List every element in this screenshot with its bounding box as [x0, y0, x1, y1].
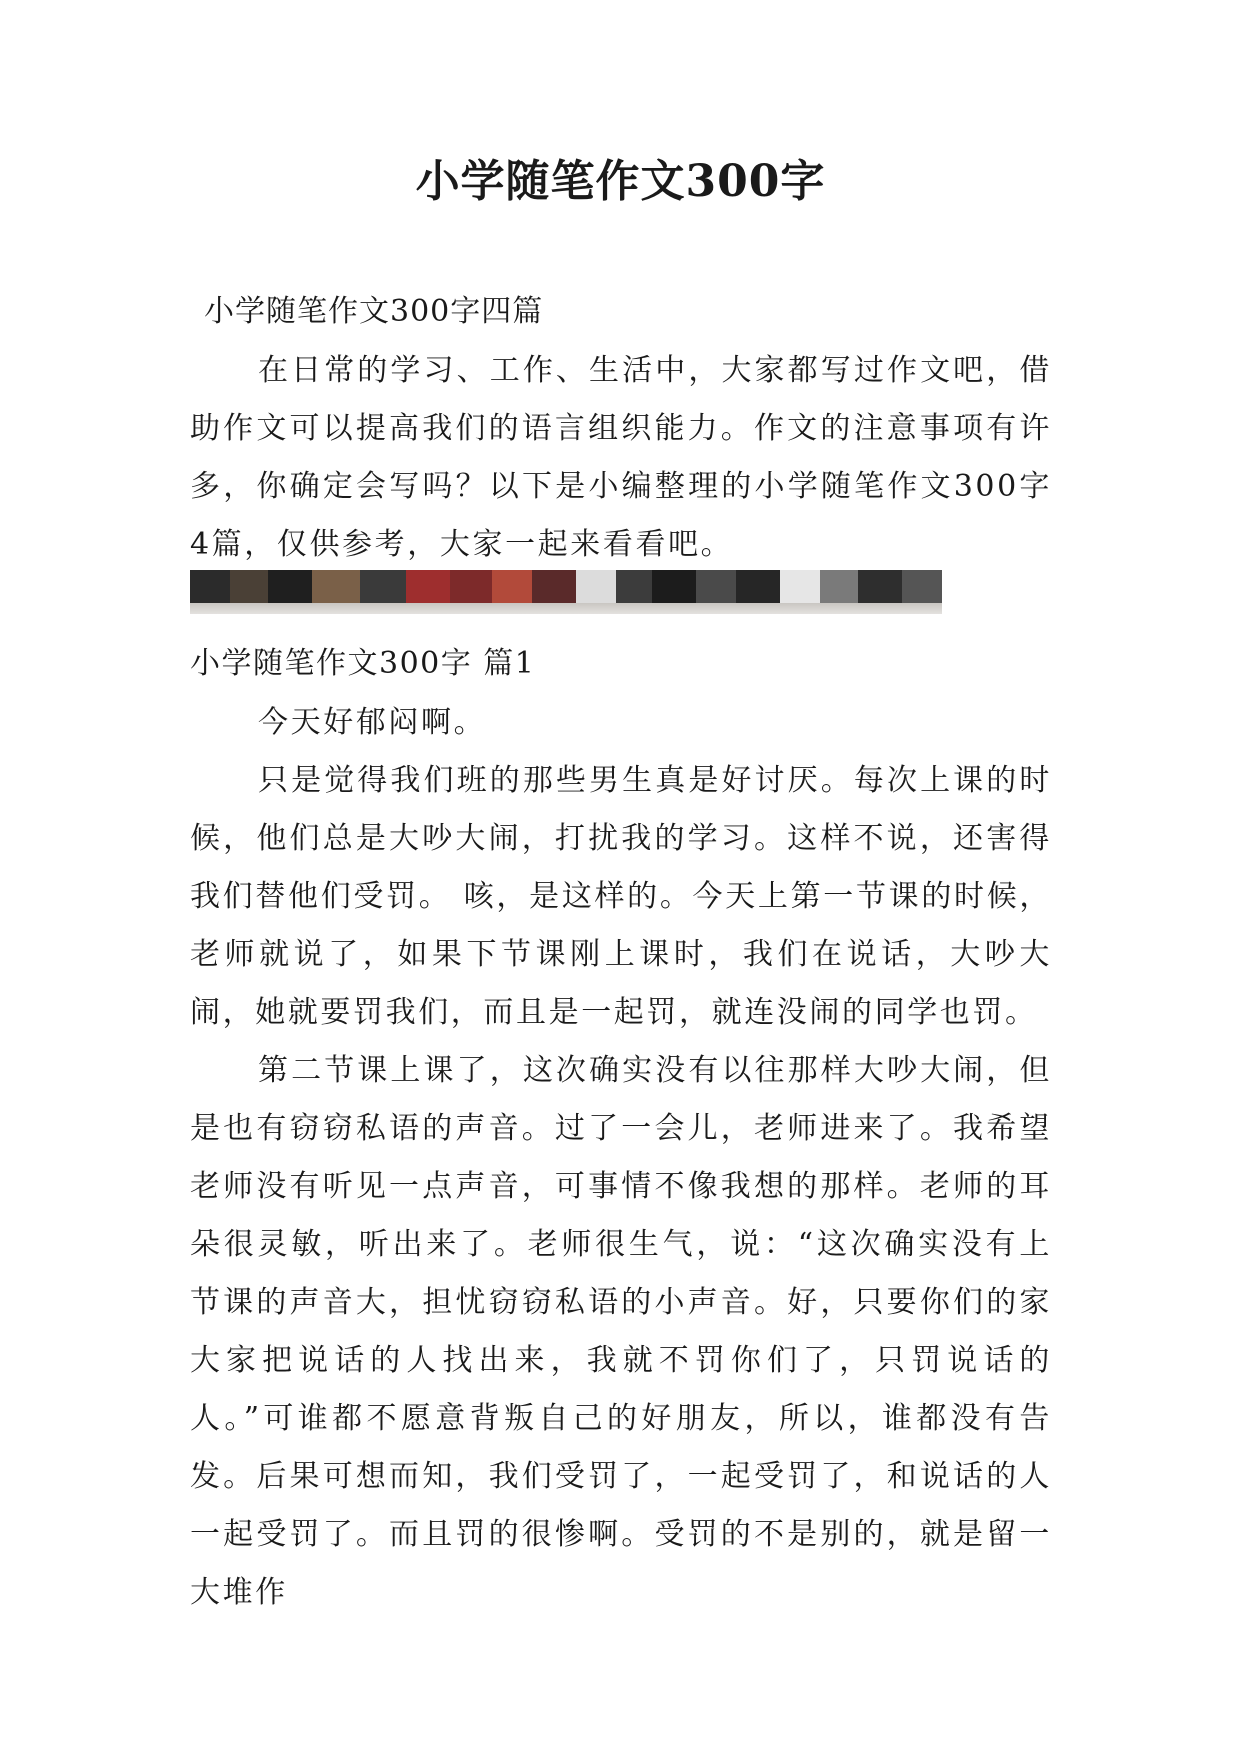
bookshelf-banner-image — [190, 570, 942, 614]
body-paragraph: 今天好郁闷啊。 — [258, 705, 487, 740]
intro-paragraph: 在日常的学习、工作、生活中，大家都写过作文吧，借助作文可以提高我们的语言组织能力。作文的注意事项有许多，你确定会写吗？以下是小编整理的小学随笔作文300字4篇，仅供参考，大家一起来看看吧。 — [190, 353, 1052, 562]
body-paragraph: 只是觉得我们班的那些男生真是好讨厌。每次上课的时候，他们总是大吵大闹，打扰我的学习。这样不说，还害得我们替他们受罚。 咳，是这样的。今天上第一节课的时候，老师就说了，如果下节课刚上课时，我们在说话，大吵大闹，她就要罚我们，而且是一起罚，就连没闹的同学也罚。 — [190, 763, 1052, 1030]
body-paragraph: 第二节课上课了，这次确实没有以往那样大吵大闹，但是也有窃窃私语的声音。过了一会儿，老师进来了。我希望老师没有听见一点声音，可事情不像我想的那样。老师的耳朵很灵敏，听出来了。老师很生气，说：“这次确实没有上节课的声音大，担忧窃窃私语的小声音。好，只要你们的家大家把说话的人找出来，我就不罚你们了，只罚说话的人。”可谁都不愿意背叛自己的好朋友，所以，谁都没有告发。后果可想而知，我们受罚了，一起受罚了，和说话的人一起受罚了。而且罚的很惨啊。受罚的不是别的，就是留一大堆作 — [190, 1053, 1052, 1610]
document-subtitle: 小学随笔作文300字四篇 — [204, 294, 544, 329]
document-title: 小学随笔作文300字 — [415, 156, 826, 207]
section-heading: 小学随笔作文300字 篇1 — [190, 646, 536, 681]
